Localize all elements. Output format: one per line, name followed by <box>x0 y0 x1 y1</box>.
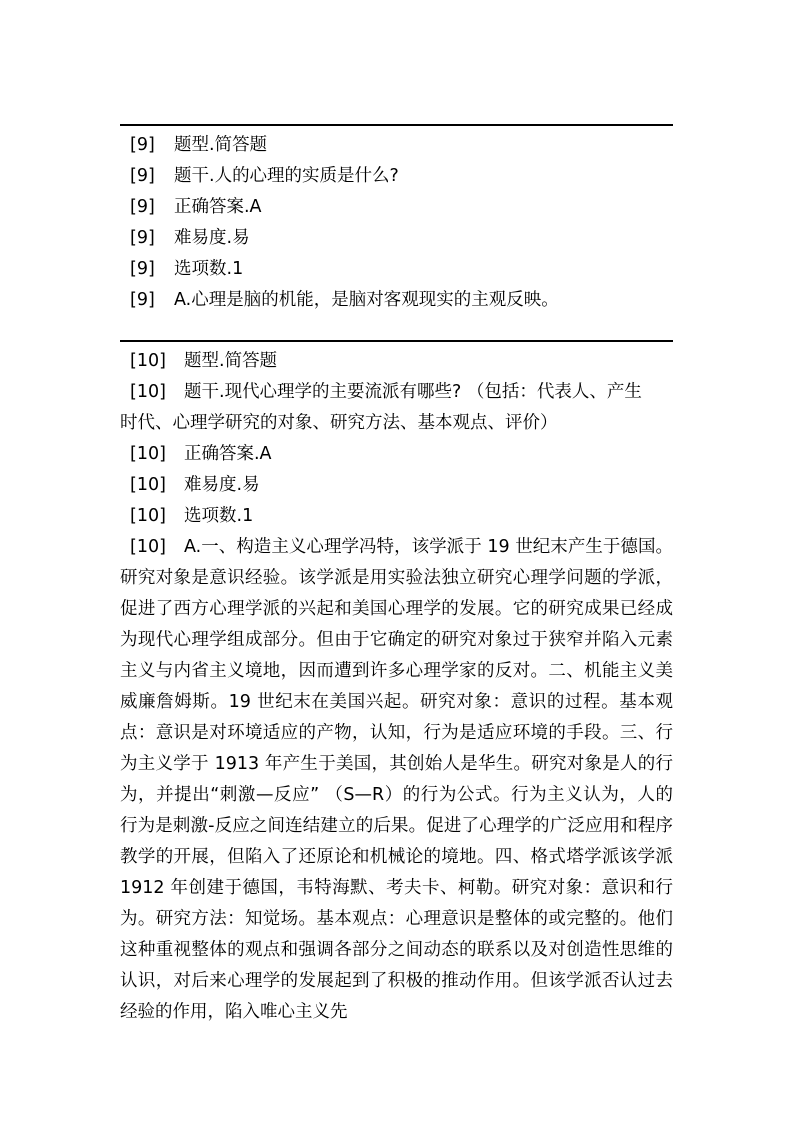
q10-number: [10] <box>130 382 166 402</box>
q9-difficulty-line <box>120 223 673 254</box>
q9-number: [9] <box>130 197 155 217</box>
q10-stem-line-1 <box>120 377 673 408</box>
q10-number: [10] <box>130 475 166 495</box>
q10-answer-line <box>120 439 673 470</box>
q9-number: [9] <box>130 290 155 310</box>
q9-answer-line <box>120 192 673 223</box>
q10-type: 题型.简答题 <box>184 351 278 371</box>
q10-difficulty: 难易度.易 <box>184 475 260 495</box>
q10-option-count-line <box>120 501 673 532</box>
q9-answer: 正确答案.A <box>174 197 262 217</box>
q9-difficulty: 难易度.易 <box>174 228 250 248</box>
q9-stem: 题干.人的心理的实质是什么? <box>174 166 399 186</box>
q9-type: 题型.简答题 <box>174 135 268 155</box>
q9-number: [9] <box>130 135 155 155</box>
question-10-block <box>120 340 673 1028</box>
q9-option-count: 选项数.1 <box>174 259 244 279</box>
q10-stem-part-2: 时代、心理学研究的对象、研究方法、基本观点、评价） <box>120 413 558 433</box>
q10-option-a-paragraph <box>120 532 673 1028</box>
q10-number: [10] <box>130 351 166 371</box>
q10-option-count: 选项数.1 <box>184 506 254 526</box>
q9-number: [9] <box>130 166 155 186</box>
q10-number: [10] <box>130 506 166 526</box>
q9-stem-line <box>120 161 673 192</box>
q9-option-a-line <box>120 285 673 316</box>
q10-difficulty-line <box>120 470 673 501</box>
q9-option-a: A.心理是脑的机能，是脑对客观现实的主观反映。 <box>174 290 559 310</box>
q9-option-count-line <box>120 254 673 285</box>
q10-answer: 正确答案.A <box>184 444 272 464</box>
q10-option-a: A.一、构造主义心理学冯特，该学派于 19 世纪末产生于德国。研究对象是意识经验。该学派是用实验法独立研究心理学问题的学派，促进了西方心理学派的兴起和美国心理学的发展。它的研究成果已经成为现代心理学组成部分。但由于它确定的研究对象过于狭窄并陷入元素主义与内省主义境地，因而遭到许多心理学家的反对。二、机能主义美威廉詹姆斯。19 世纪末在美国兴起。研究对象：意识的过程。基本观点：意识是对环境适应的产物，认知，行为是适应环境的手段。三、行为主义学于 1913 年产生于美国，其创始人是华生。研究对象是人的行为，并提出“刺激—反应” （S—R）的行为公式。行为主义认为，人的行为是刺激-反应之间连结建立的后果。促进了心理学的广泛应用和程序教学的开展，但陷入了还原论和机械论的境地。四、格式塔学派该学派 1912 年创建于德国，韦特海默、考夫卡、柯勒。研究对象：意识和行为。研究方法：知觉场。基本观点：心理意识是整体的或完整的。他们这种重视整体的观点和强调各部分之间动态的联系以及对创造性思维的认识，对后来心理学的发展起到了积极的推动作用。但该学派否认过去经验的作用，陷入唯心主义先 <box>120 537 673 1022</box>
q10-number: [10] <box>130 537 166 557</box>
q10-number: [10] <box>130 444 166 464</box>
q9-number: [9] <box>130 228 155 248</box>
q10-stem-part-1: 题干.现代心理学的主要流派有哪些? （包括：代表人、产生 <box>184 382 642 402</box>
q9-number: [9] <box>130 259 155 279</box>
question-9-block <box>120 124 673 316</box>
q9-type-line <box>120 130 673 161</box>
q10-type-line <box>120 346 673 377</box>
q10-stem-line-2 <box>120 408 673 439</box>
